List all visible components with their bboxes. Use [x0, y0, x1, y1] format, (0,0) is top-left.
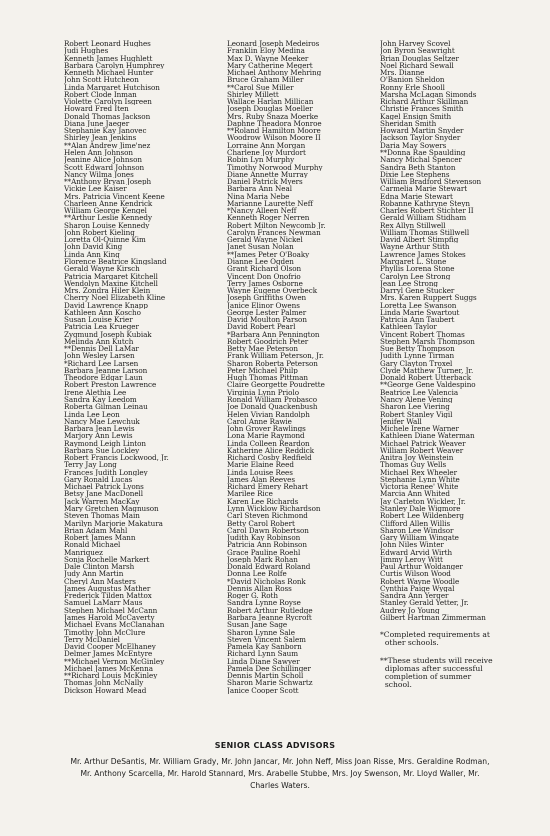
- graduate-name: Donald Robert Utterback: [380, 374, 472, 382]
- graduate-name: Sandra Beth Stanton: [380, 163, 456, 171]
- graduate-name: Barbara Jeanne Rycroft: [227, 613, 312, 622]
- graduate-name: David Albert Stimpfig: [380, 236, 459, 244]
- graduate-name: Grant Richard Olson: [227, 265, 302, 273]
- graduate-name: *Richard Lee Larsen: [64, 359, 139, 367]
- graduate-name: Zygmund Joseph Kubiak: [64, 330, 152, 338]
- graduate-name: Cherry Noel Elizabeth Kline: [64, 294, 166, 302]
- graduate-name: Franklin Eloy Medina: [227, 47, 305, 55]
- graduate-name: Terry Jay Long: [64, 461, 117, 469]
- graduate-name: Betsy Jane MacDonell: [64, 490, 144, 498]
- graduate-name: Daria May Sowers: [380, 141, 447, 149]
- graduate-name: Mrs. Patricia Vincent Keene: [64, 192, 165, 200]
- graduate-name: John Wesley Larsen: [64, 352, 135, 360]
- graduate-name: David Moulton Parson: [227, 316, 307, 324]
- graduate-name: Robert Clode Inman: [64, 90, 137, 99]
- graduate-name: Michael Evans McClanahan: [64, 621, 165, 629]
- advisors-list: Mr. Arthur DeSantis, Mr. William Grady, Mr. John Jancar, Mr. John Neff, Miss Joan Risse, Mrs. Geraldine Rodman, Mr. Anthony Scarcella, Mr. Harold Stannard, Mrs. Arabelle Stubbe, Mrs. Joy Swenson, Mr. Lloyd Waller, Mr. Charles Waters.: [70, 757, 490, 790]
- graduate-name: Paul Arthur Woldanger: [380, 563, 463, 571]
- graduate-name: John Grover Rawlings: [227, 425, 306, 433]
- graduate-name: Jenifer Wall: [380, 417, 422, 426]
- graduate-name: Margaret L. Stone: [380, 257, 447, 266]
- graduate-name: Carolyn Frances Newman: [227, 228, 321, 237]
- graduate-name: Stephen Michael McCann: [64, 606, 158, 614]
- graduate-name: Jack Warren MacKay: [64, 497, 140, 505]
- graduate-name: Wayne Eugene Overbeck: [227, 287, 318, 295]
- graduate-name: Susan Louise Krier: [64, 316, 133, 324]
- graduate-name: Sandra Ann Yerger: [380, 592, 449, 600]
- graduate-name: Joseph Griffiths Owen: [227, 294, 307, 302]
- graduate-name: Victoria Renee' White: [380, 483, 459, 491]
- graduate-name: Michael Patrick Lyons: [64, 483, 144, 491]
- graduate-name: Marsha McLagan Simonds: [380, 90, 477, 99]
- graduate-name: **Roland Hamilton Moore: [227, 127, 321, 135]
- graduate-name: Brian Adam Mahl: [64, 526, 128, 535]
- graduate-name: Marcia Ann Whited: [380, 490, 450, 498]
- footnote: **These students will receive diplomas after successful completion of summer school.: [380, 656, 493, 690]
- graduate-name: Nina Maria Nebe: [227, 192, 290, 200]
- graduate-name: Gary Clayton Troxel: [380, 359, 453, 367]
- graduate-name: Sharon Lee Viering: [380, 403, 450, 411]
- graduate-name: Linda Lee Leon: [64, 410, 120, 418]
- graduate-name: Helen Ann Johnson: [64, 148, 133, 157]
- graduate-name: Hugh Thomas Pittman: [227, 374, 308, 382]
- graduate-name: Dickson Howard Mead: [64, 686, 147, 694]
- graduate-name: Sandra Kay Leedom: [64, 396, 137, 404]
- graduate-name: Brian Douglas Seltzer: [380, 54, 459, 62]
- graduate-name: Mrs. Ruby Snaza Moerke: [227, 112, 319, 120]
- graduate-name: Charleen Anne Kendrick: [64, 199, 153, 208]
- graduate-name: John Harvey Scovel: [380, 40, 451, 48]
- graduate-name: Manriquez: [64, 548, 103, 556]
- graduate-name: Cynthia Paige Wygal: [380, 584, 455, 593]
- graduate-name: Vickie Lee Kaiser: [64, 185, 127, 193]
- graduate-name: Diane Annette Murray: [227, 170, 308, 179]
- graduate-name: Wallace Harlan Millican: [227, 98, 314, 106]
- graduate-name: Woodrow Wilson Moore II: [227, 134, 321, 142]
- graduate-name: Dale Clinton Marsh: [64, 563, 135, 571]
- graduate-name: Phyllis Lorena Stone: [380, 265, 455, 273]
- graduate-name: Dennis Martin Scholl: [227, 672, 304, 680]
- graduate-name: Sheridan Smith: [380, 119, 437, 128]
- graduate-name: Loretta Ol-Quinne Kim: [64, 236, 146, 244]
- graduate-name: Mrs. Zondra Hiler Klein: [64, 287, 151, 295]
- graduate-name: Gilbert Hartman Zimmerman: [380, 613, 486, 622]
- graduate-name: Helen Vivian Randolph: [227, 410, 310, 418]
- graduate-name: Jeanine Alice Johnson: [64, 156, 142, 164]
- graduate-name: Steven Vincent Salem: [227, 635, 306, 644]
- graduate-name: *Barbara Ann Pennington: [227, 330, 320, 338]
- graduate-name: Robert Preston Lawrence: [64, 381, 157, 389]
- graduate-name: Robin Lyn Murphy: [227, 156, 295, 164]
- graduate-name: Donna Lee Rolfe: [227, 570, 287, 578]
- graduate-name: David Lawrence Knapp: [64, 301, 148, 309]
- graduate-name: Bruce Graham Miller: [227, 76, 304, 84]
- graduate-name: Kathleen Ann Koscho: [64, 308, 141, 317]
- graduate-name: Wayne Arthur Stith: [380, 243, 450, 251]
- graduate-name: Betty Carol Robert: [227, 519, 295, 527]
- graduate-name: Sue Betty Thompson: [380, 345, 455, 353]
- graduate-name: Sharon Marie Schwartz: [227, 679, 313, 687]
- graduate-name: Sonja Rochelle Markert: [64, 555, 150, 564]
- graduate-name: Lorraine Ann Morgan: [227, 141, 306, 149]
- graduate-name: Robert James Mann: [64, 534, 136, 542]
- graduate-name: Sharon Lynne Sale: [227, 628, 295, 636]
- graduate-name: Susan Jane Sage: [227, 621, 288, 629]
- graduate-name: Linda Ann King: [64, 250, 120, 258]
- graduate-name: Kenneth Roger Nerren: [227, 214, 310, 222]
- graduate-name: Shirley Millett: [227, 90, 279, 99]
- graduate-name: Melinda Ann Kutch: [64, 337, 134, 346]
- graduate-name: Sharon Lee Windsor: [380, 526, 454, 535]
- graduate-name: Patricia Lea Krueger: [64, 323, 139, 331]
- graduate-name: Stanley Dale Wigmore: [380, 505, 461, 513]
- graduate-name: Richard Emery Rehart: [227, 483, 308, 491]
- graduate-name: James Alan Reeves: [227, 475, 295, 484]
- graduate-name: Dennis Allan Ross: [227, 584, 292, 593]
- graduate-name: Michele Irene Warner: [380, 425, 459, 433]
- name-column-3: [380, 40, 540, 689]
- graduate-name: **Donna Rae Spaulding: [380, 148, 466, 157]
- graduate-name: Noel Richard Sewall: [380, 61, 454, 70]
- graduate-name: Howard Fred Iten: [64, 105, 129, 113]
- graduate-name: James Augustus Mather: [64, 584, 151, 593]
- graduate-name: Barbara Ann Neal: [227, 185, 292, 193]
- graduate-name: Linda Marie Swartout: [380, 308, 460, 317]
- name-column-1: [64, 40, 226, 694]
- graduate-name: Judith Lynne Tirman: [380, 352, 455, 360]
- graduate-name: Michael Rex Wheeler: [380, 468, 458, 476]
- graduate-name: Audrey Jo Young: [380, 606, 440, 614]
- graduate-name: Stephanie Lynn White: [380, 475, 460, 484]
- graduate-name: Pamela Dee Schillinger: [227, 664, 311, 673]
- graduate-name: Kathleen Diane Waterman: [380, 432, 475, 440]
- graduate-name: Grace Pauline Roehl: [227, 548, 301, 556]
- graduate-name: Marie Elaine Reed: [227, 461, 294, 469]
- footnotes: [380, 621, 540, 689]
- graduate-name: Judith Kay Robinson: [227, 534, 301, 542]
- graduate-name: Irene Alethia Lee: [64, 388, 127, 397]
- graduate-name: Nancy Wilma Jones: [64, 170, 134, 179]
- graduate-name: Joe Donald Quackenbush: [227, 403, 318, 411]
- graduate-name: John Scott Hutcheon: [64, 76, 139, 84]
- graduate-name: Kagel Ensign Smith: [380, 112, 452, 120]
- graduate-name: Scott Edward Johnson: [64, 163, 145, 171]
- graduate-name: Donald Edward Roland: [227, 563, 311, 571]
- graduate-name: Marianne Laurette Neff: [227, 199, 313, 208]
- graduate-name: Daphne Theadora Monroe: [227, 119, 322, 128]
- graduate-name: Frank William Peterson, Jr.: [227, 352, 324, 360]
- graduate-name: Janice Elinor Owens: [227, 301, 300, 309]
- graduate-name: Patricia Margaret Kitchell: [64, 272, 158, 280]
- graduate-name: Clifford Allen Willis: [380, 519, 451, 527]
- graduate-name: Robert Arthur Rutledge: [227, 606, 313, 614]
- graduate-name: Donald Thomas Jackson: [64, 112, 151, 120]
- graduate-name: Charlene Joy Murdort: [227, 148, 306, 157]
- graduate-name: Linda Colleen Reardon: [227, 439, 310, 447]
- graduate-name: Sandra Lynne Royse: [227, 599, 301, 607]
- graduate-name: Robert Francis Lockwood, Jr.: [64, 454, 169, 462]
- graduate-name: Carolyn Lee Strong: [380, 272, 451, 280]
- graduate-name: Robert Stanley Vigil: [380, 410, 453, 418]
- graduate-name: **Richard Louis McKinley: [64, 672, 158, 680]
- graduate-name: Mrs. Karen Ruppert Suggs: [380, 294, 477, 302]
- graduate-name: Dianne Lee Ogden: [227, 257, 294, 266]
- graduate-name: Mary Gretchen Magnuson: [64, 505, 159, 513]
- graduate-name: Gerald Wayne Kirsch: [64, 265, 140, 273]
- graduate-name: O'Banion Sheldon: [380, 76, 445, 84]
- graduate-name: Wendolyn Maxine Kitchell: [64, 279, 158, 288]
- graduate-name: Lynn Wicklow Richardson: [227, 505, 321, 513]
- graduate-name: Terry James Osborne: [227, 279, 303, 288]
- graduate-name: Kenneth James Hughlett: [64, 54, 153, 62]
- graduate-name: Joseph Mark Rohan: [227, 555, 298, 564]
- graduate-name: Timothy John McClure: [64, 628, 146, 636]
- graduate-name: William Thomas Stillwell: [380, 228, 470, 237]
- graduate-name: Michael James McKenna: [64, 664, 153, 673]
- graduate-name: Violette Carolyn Isgreen: [64, 98, 152, 106]
- graduate-name: **James Peter O'Boaky: [227, 250, 310, 258]
- graduate-name: Michael Anthony Mehring: [227, 69, 322, 77]
- graduate-name: Florence Beatrice Kingsland: [64, 257, 167, 266]
- graduate-name: James Harold McCaverty: [64, 613, 155, 622]
- graduate-name: Carol Dawn Robertson: [227, 526, 309, 535]
- graduate-name: Richard Arthur Skillman: [380, 98, 469, 106]
- graduate-name: Carmelia Marie Stewart: [380, 185, 468, 193]
- graduate-columns: [64, 40, 540, 730]
- graduate-name: Vincent Robert Thomas: [380, 330, 465, 338]
- graduate-name: William George Kengel: [64, 207, 147, 215]
- graduate-name: Cheryl Ann Masters: [64, 577, 136, 585]
- graduate-name: Carl Steven Richmond: [227, 512, 308, 520]
- graduate-name: Marilee Rice: [227, 490, 273, 498]
- graduate-name: Anitra Joy Weinstein: [380, 454, 454, 462]
- graduate-name: Michael Patrick Weaver: [380, 439, 466, 447]
- graduate-name: Dixie Lee Stephens: [380, 170, 450, 179]
- graduate-name: Karen Lee Richards: [227, 497, 299, 505]
- graduate-name: **George Gene Valdespino: [380, 381, 476, 389]
- graduate-name: Judi Hughes: [64, 47, 109, 55]
- graduate-name: Timothy Norwood Murphy: [227, 163, 323, 171]
- graduate-name: John Robert Kieling: [64, 228, 135, 237]
- graduate-name: Diana June Jaeger: [64, 119, 130, 128]
- graduate-name: Ronald Michael: [64, 541, 121, 549]
- graduate-name: Ronald William Probasco: [227, 396, 318, 404]
- graduate-name: Max D. Wayne Meeker: [227, 54, 309, 62]
- graduate-name: Linda Louise Rees: [227, 468, 293, 476]
- graduate-name: John Niles Winter: [380, 541, 444, 549]
- graduate-name: Vincent Don Onofrio: [227, 272, 301, 280]
- graduate-name: Edward Arvid Wirth: [380, 548, 453, 556]
- graduate-name: Stephen Marsh Thompson: [380, 337, 475, 346]
- graduate-name: Peter Michael Philp: [227, 366, 298, 375]
- graduate-name: Samuel LaMarr Maus: [64, 599, 143, 607]
- graduate-name: Beatrice Lee Valencia: [380, 388, 459, 397]
- graduate-name: Janet Susan Nolan: [227, 243, 294, 251]
- graduate-name: Lawrence James Stokes: [380, 250, 466, 258]
- graduate-name: Betty Mae Peterson: [227, 345, 298, 353]
- graduate-name: *Nancy Alleen Neff: [227, 207, 297, 215]
- graduate-name: Leonard Joseph Medeiros: [227, 40, 320, 48]
- graduate-name: Sharon Louise Kennedy: [64, 221, 150, 229]
- graduate-name: Gerald William Stidham: [380, 214, 467, 222]
- graduate-name: Judy Ann Martin: [64, 570, 124, 578]
- graduate-name: *David Nicholas Ronk: [227, 577, 306, 585]
- graduate-name: Pamela Kay Sanborn: [227, 643, 302, 651]
- graduate-name: Linda Margaret Hutchison: [64, 83, 160, 91]
- graduate-name: Jay Carleton Wickler, Jr.: [380, 497, 466, 505]
- graduate-name: Shirley Jean Jenkins: [64, 134, 137, 142]
- graduate-name: Curtis Wilson Wood: [380, 570, 451, 578]
- name-column-2: [227, 40, 379, 694]
- graduate-name: **Alan Andrew Jime'nez: [64, 141, 151, 149]
- graduate-name: Nancy Mae Lewchuk: [64, 417, 140, 426]
- graduate-name: Stanley Gerald Yetter, Jr.: [380, 599, 469, 607]
- graduate-name: Kathleen Taylor: [380, 323, 437, 331]
- graduate-name: Robanne Kathryne Steyn: [380, 199, 470, 208]
- footnote: *Completed requirements at other schools.: [380, 630, 490, 648]
- graduate-name: David Robert Pearl: [227, 323, 296, 331]
- graduate-name: Richard Cosby Redfield: [227, 454, 312, 462]
- graduate-name: Jon Byron Seawright: [380, 47, 455, 55]
- graduate-name: Barbara Sue Lockley: [64, 446, 140, 455]
- graduate-name: William Robert Weaver: [380, 446, 464, 455]
- graduate-name: Christie Frances Smith: [380, 105, 464, 113]
- graduate-name: Jimmy Leroy Witt: [380, 555, 443, 564]
- graduate-name: William Bradford Stevenson: [380, 178, 482, 186]
- graduate-name: Clyde Matthew Turner, Jr.: [380, 366, 474, 375]
- graduate-name: Stephanie Kay Janovec: [64, 127, 147, 135]
- graduate-name: Richard Lynn Saum: [227, 650, 299, 658]
- graduate-name: Lona Marie Raymond: [227, 432, 305, 440]
- graduate-name: Raymond Leigh Linton: [64, 439, 146, 447]
- graduate-name: Mrs. Dianne: [380, 69, 425, 77]
- graduate-name: **Dennis Dell LaMar: [64, 345, 139, 353]
- graduate-name: Katherine Alice Reddick: [227, 446, 315, 455]
- graduate-name: Frances Judith Longley: [64, 468, 148, 476]
- graduate-name: Darryl Gene Stucker: [380, 287, 455, 295]
- graduate-name: Nancy Michal Spencer: [380, 156, 462, 164]
- graduate-name: Charles Robert Stichter II: [380, 207, 474, 215]
- graduate-name: Gary William Wingate: [380, 534, 459, 542]
- graduate-name: Jean Lee Strong: [380, 279, 438, 288]
- graduate-name: Barbara Jeanne Larson: [64, 366, 148, 375]
- graduate-name: Kenneth Michael Hunter: [64, 69, 154, 77]
- graduate-name: **Arthur Leslie Kennedy: [64, 214, 152, 222]
- graduate-name: Delmer James McEntyre: [64, 650, 153, 658]
- graduate-name: Edna Marie Stewart: [380, 192, 453, 200]
- graduate-name: Terry McDaniel: [64, 635, 120, 644]
- graduate-name: Robert Leonard Hughes: [64, 40, 151, 48]
- graduate-name: Marjory Ann Lewis: [64, 432, 133, 440]
- graduate-name: Virginia Lynn Priolo: [227, 388, 299, 397]
- graduate-name: Jackson Taylor Snyder: [380, 134, 461, 142]
- graduate-name: **Anthony Bryan Joseph: [64, 178, 152, 186]
- graduate-name: Ronny Erle Shooll: [380, 83, 445, 91]
- graduate-name: Sharon Roberta Peterson: [227, 359, 318, 367]
- advisors-heading: SENIOR CLASS ADVISORS: [214, 741, 336, 750]
- graduate-name: Gerald Wayne Nickel: [227, 236, 303, 244]
- graduate-name: Barbara Jean Lewis: [64, 425, 135, 433]
- graduate-name: Patricia Ann Robinson: [227, 541, 307, 549]
- graduate-name: Robert Lee Wildenberg: [380, 512, 464, 520]
- graduate-name: Howard Martin Snyder: [380, 127, 464, 135]
- graduate-name: Roberta Gilman Leinau: [64, 403, 148, 411]
- graduate-name: Patricia Ann Taubert: [380, 316, 455, 324]
- graduate-name: Steven Thomas Main: [64, 512, 140, 520]
- graduate-name: Loretta Lee Swanson: [380, 301, 457, 309]
- graduate-name: **Michael Vernon McGinley: [64, 657, 165, 665]
- graduate-name: Janice Cooper Scott: [227, 686, 299, 694]
- graduate-name: Thomas Guy Wells: [380, 461, 447, 469]
- graduate-name: Frederick Tilden Mattox: [64, 592, 152, 600]
- graduate-name: Linda Diane Sawyer: [227, 657, 300, 665]
- graduate-name: John David King: [64, 243, 123, 251]
- graduate-name: Nancy Alene Vening: [380, 396, 453, 404]
- graduate-name: Joseph Douglas Moeller: [227, 105, 313, 113]
- graduate-name: Gary Ronald Lucas: [64, 475, 133, 484]
- graduate-name: Robert Wayne Woodle: [380, 577, 460, 585]
- graduate-name: Barbara Carolyn Humphrey: [64, 61, 165, 70]
- graduate-name: Roger G. Roth: [227, 592, 278, 600]
- graduate-name: Daniel Patrick Myers: [227, 178, 303, 186]
- graduate-name: Carol Anne Rawie: [227, 417, 292, 426]
- graduate-name: David Cooper McElhaney: [64, 643, 156, 651]
- graduate-name: Marilyn Marjorie Makatura: [64, 519, 163, 527]
- graduate-name: Rex Allyn Stillwell: [380, 221, 446, 229]
- graduate-name: **Carol Sue Miller: [227, 83, 294, 91]
- graduate-name: Thomas John McNally: [64, 679, 144, 687]
- graduate-name: Theodore Edgar Laun: [64, 374, 143, 382]
- graduate-name: Robert Milton Newcomb Jr.: [227, 221, 326, 229]
- graduate-name: Claire Georgette Poudrette: [227, 381, 325, 389]
- graduate-name: Robert Goodrich Peter: [227, 337, 309, 346]
- graduate-name: Mary Catherine Megert: [227, 61, 313, 70]
- graduate-name: George Lester Palmer: [227, 308, 307, 317]
